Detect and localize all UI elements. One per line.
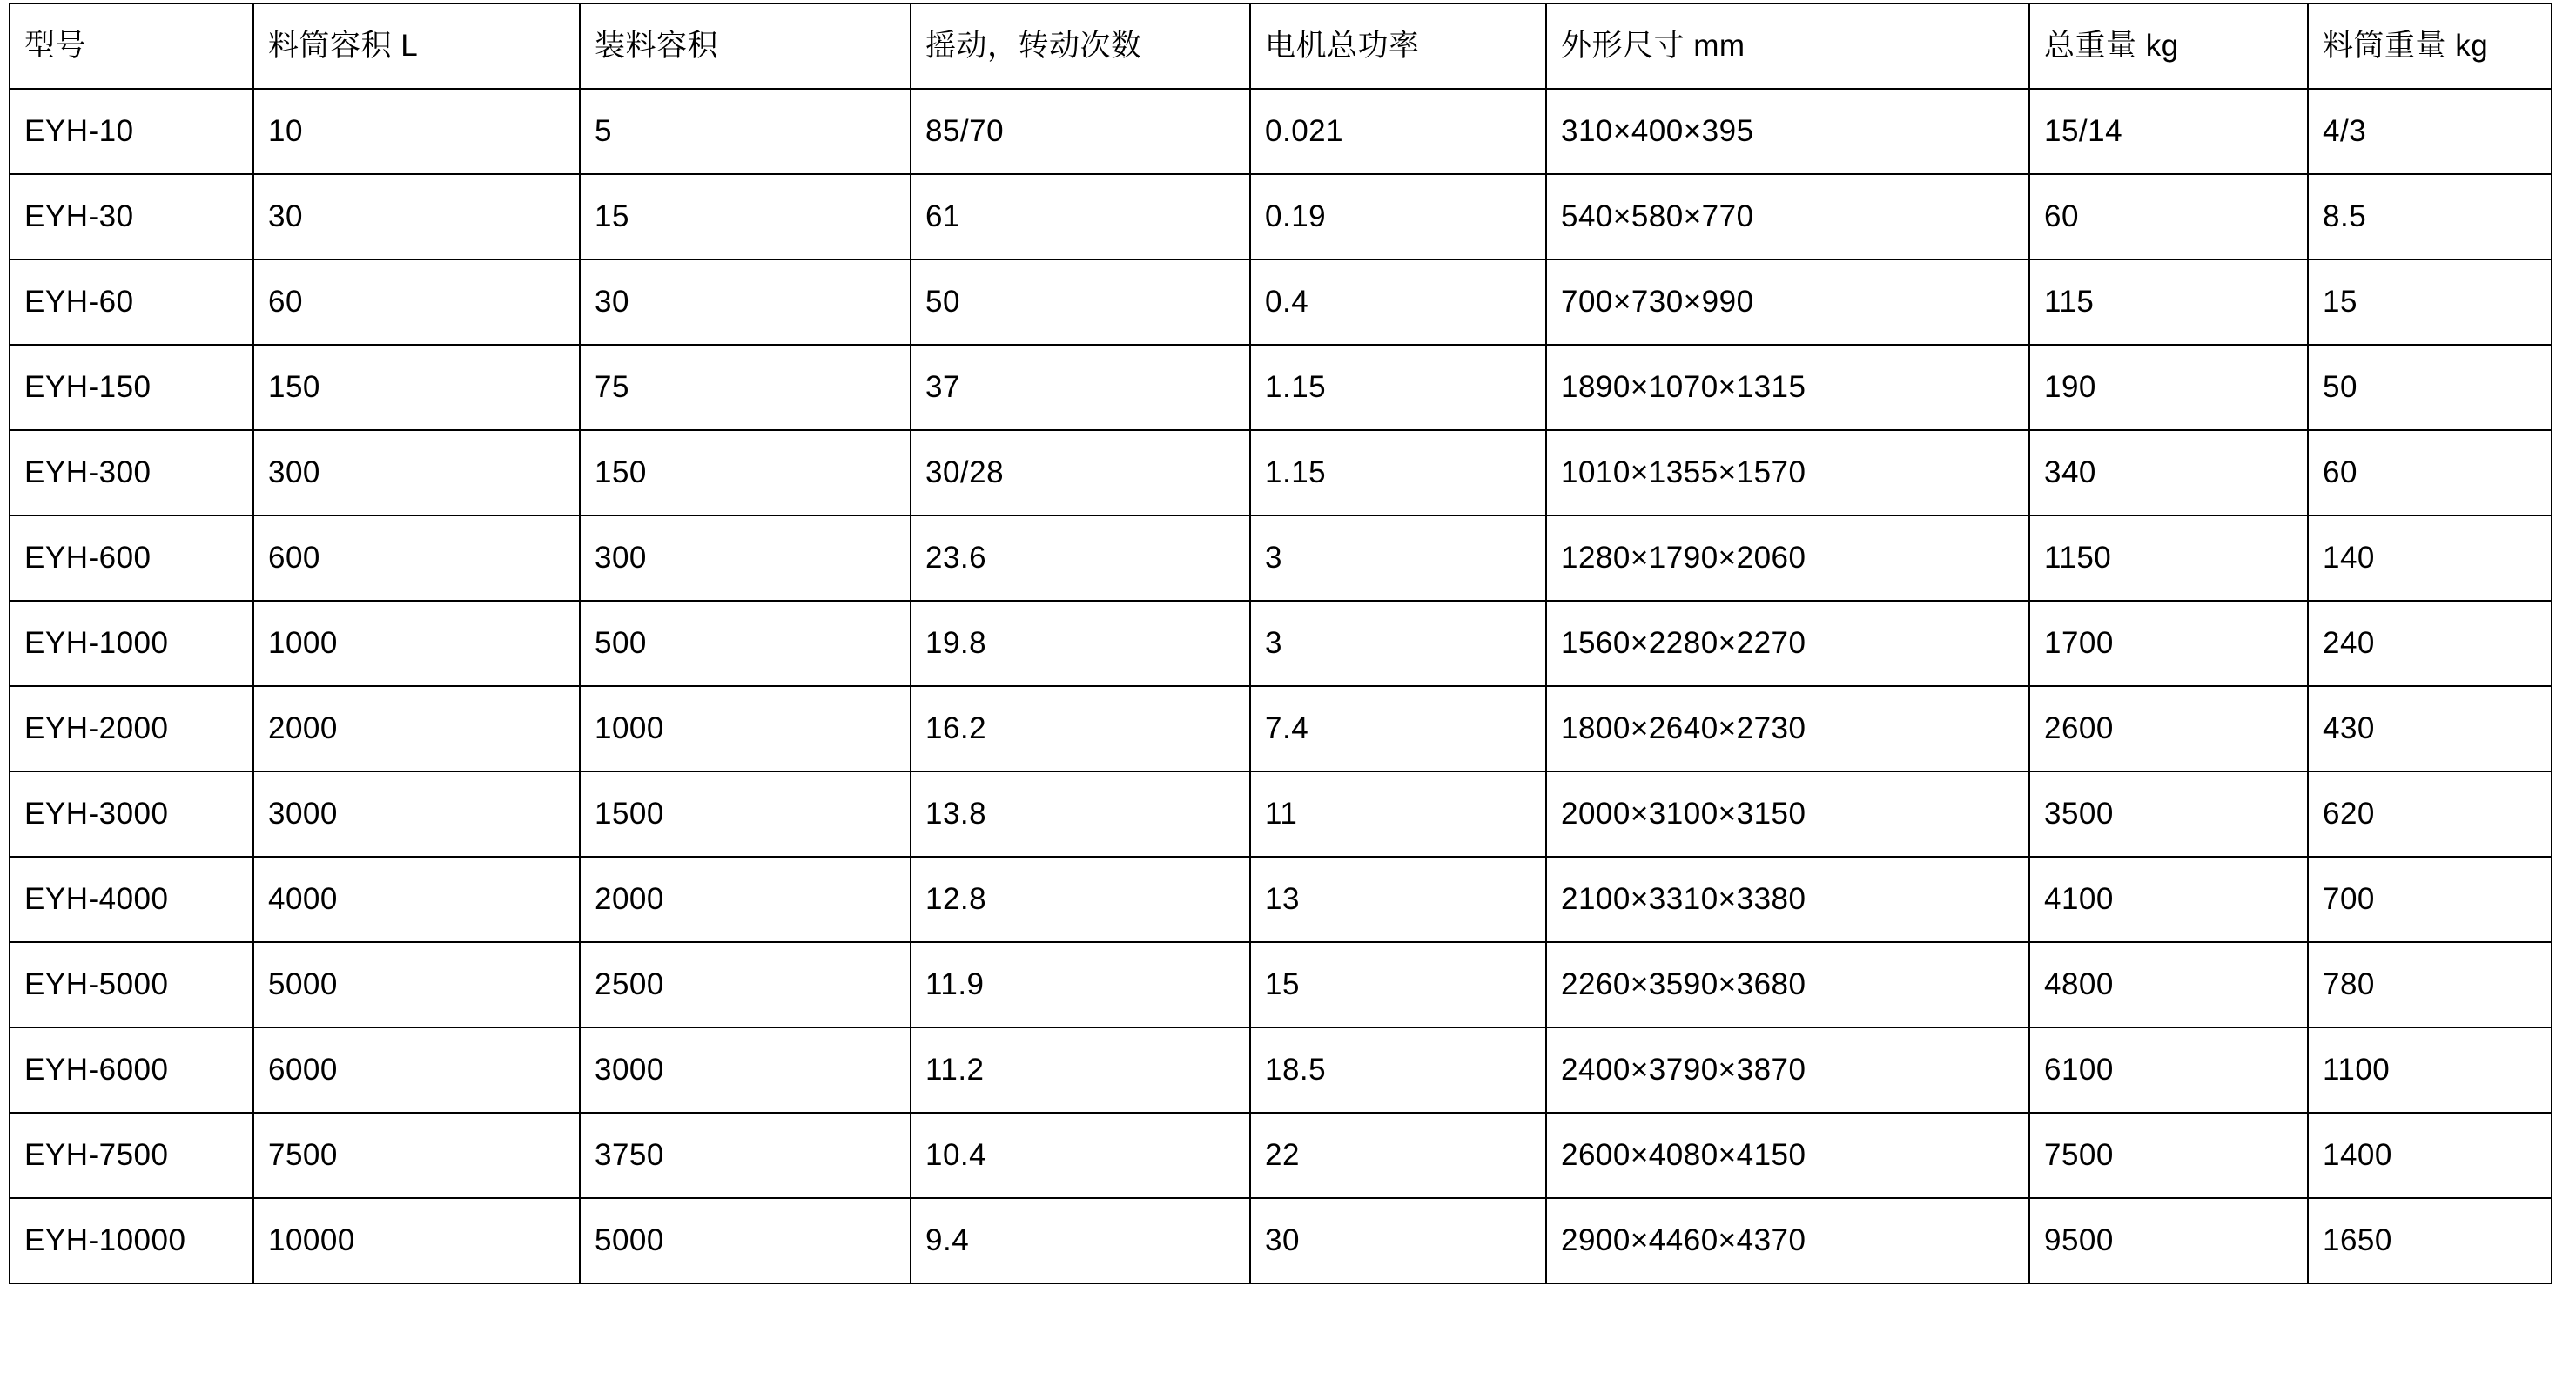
cell-rotation-count: 11.9 <box>911 942 1250 1027</box>
cell-barrel-volume: 10000 <box>253 1198 580 1283</box>
cell-total-weight: 4800 <box>2029 942 2308 1027</box>
cell-total-weight: 1700 <box>2029 601 2308 686</box>
cell-loading-volume: 5 <box>580 89 911 174</box>
cell-rotation-count: 50 <box>911 259 1250 345</box>
cell-motor-power: 15 <box>1250 942 1546 1027</box>
cell-motor-power: 3 <box>1250 601 1546 686</box>
table-row <box>10 942 2552 1027</box>
cell-barrel-volume: 7500 <box>253 1113 580 1198</box>
cell-model: EYH-6000 <box>10 1027 253 1113</box>
cell-loading-volume: 15 <box>580 174 911 259</box>
cell-model: EYH-300 <box>10 430 253 515</box>
cell-dimensions: 2100×3310×3380 <box>1546 857 2029 942</box>
cell-model: EYH-7500 <box>10 1113 253 1198</box>
table-row <box>10 259 2552 345</box>
cell-model: EYH-1000 <box>10 601 253 686</box>
specification-table <box>9 3 2552 1284</box>
cell-barrel-volume: 300 <box>253 430 580 515</box>
cell-model: EYH-150 <box>10 345 253 430</box>
cell-model: EYH-30 <box>10 174 253 259</box>
table-row <box>10 601 2552 686</box>
column-header-dimensions: 外形尺寸 mm <box>1546 3 2029 89</box>
cell-dimensions: 1800×2640×2730 <box>1546 686 2029 771</box>
cell-motor-power: 11 <box>1250 771 1546 857</box>
cell-barrel-weight: 240 <box>2308 601 2552 686</box>
table-header-row <box>10 3 2552 89</box>
cell-total-weight: 7500 <box>2029 1113 2308 1198</box>
cell-rotation-count: 12.8 <box>911 857 1250 942</box>
cell-rotation-count: 16.2 <box>911 686 1250 771</box>
cell-barrel-volume: 6000 <box>253 1027 580 1113</box>
cell-motor-power: 30 <box>1250 1198 1546 1283</box>
cell-total-weight: 6100 <box>2029 1027 2308 1113</box>
cell-barrel-volume: 30 <box>253 174 580 259</box>
cell-barrel-weight: 780 <box>2308 942 2552 1027</box>
cell-motor-power: 7.4 <box>1250 686 1546 771</box>
cell-barrel-volume: 5000 <box>253 942 580 1027</box>
cell-total-weight: 4100 <box>2029 857 2308 942</box>
table-row <box>10 1113 2552 1198</box>
cell-dimensions: 2900×4460×4370 <box>1546 1198 2029 1283</box>
cell-barrel-volume: 150 <box>253 345 580 430</box>
cell-dimensions: 540×580×770 <box>1546 174 2029 259</box>
cell-rotation-count: 85/70 <box>911 89 1250 174</box>
cell-loading-volume: 150 <box>580 430 911 515</box>
cell-rotation-count: 23.6 <box>911 515 1250 601</box>
cell-total-weight: 1150 <box>2029 515 2308 601</box>
cell-barrel-weight: 50 <box>2308 345 2552 430</box>
cell-model: EYH-4000 <box>10 857 253 942</box>
cell-loading-volume: 500 <box>580 601 911 686</box>
table-row <box>10 174 2552 259</box>
table-row <box>10 771 2552 857</box>
cell-dimensions: 1280×1790×2060 <box>1546 515 2029 601</box>
cell-barrel-volume: 10 <box>253 89 580 174</box>
cell-loading-volume: 3750 <box>580 1113 911 1198</box>
cell-barrel-weight: 700 <box>2308 857 2552 942</box>
cell-barrel-weight: 140 <box>2308 515 2552 601</box>
cell-rotation-count: 13.8 <box>911 771 1250 857</box>
column-header-total-weight: 总重量 kg <box>2029 3 2308 89</box>
document-page <box>0 3 2576 1394</box>
cell-model: EYH-10 <box>10 89 253 174</box>
cell-motor-power: 0.4 <box>1250 259 1546 345</box>
cell-motor-power: 13 <box>1250 857 1546 942</box>
cell-dimensions: 700×730×990 <box>1546 259 2029 345</box>
cell-dimensions: 1890×1070×1315 <box>1546 345 2029 430</box>
cell-motor-power: 1.15 <box>1250 430 1546 515</box>
cell-dimensions: 2400×3790×3870 <box>1546 1027 2029 1113</box>
cell-total-weight: 190 <box>2029 345 2308 430</box>
column-header-loading-volume: 装料容积 <box>580 3 911 89</box>
cell-dimensions: 2260×3590×3680 <box>1546 942 2029 1027</box>
cell-barrel-weight: 4/3 <box>2308 89 2552 174</box>
cell-dimensions: 1560×2280×2270 <box>1546 601 2029 686</box>
cell-total-weight: 3500 <box>2029 771 2308 857</box>
cell-loading-volume: 30 <box>580 259 911 345</box>
table-row <box>10 1027 2552 1113</box>
cell-rotation-count: 9.4 <box>911 1198 1250 1283</box>
cell-dimensions: 310×400×395 <box>1546 89 2029 174</box>
cell-total-weight: 60 <box>2029 174 2308 259</box>
cell-dimensions: 2000×3100×3150 <box>1546 771 2029 857</box>
cell-model: EYH-600 <box>10 515 253 601</box>
table-row <box>10 515 2552 601</box>
table-row <box>10 857 2552 942</box>
cell-barrel-volume: 600 <box>253 515 580 601</box>
cell-dimensions: 2600×4080×4150 <box>1546 1113 2029 1198</box>
cell-barrel-weight: 15 <box>2308 259 2552 345</box>
cell-loading-volume: 75 <box>580 345 911 430</box>
cell-loading-volume: 300 <box>580 515 911 601</box>
cell-motor-power: 18.5 <box>1250 1027 1546 1113</box>
cell-model: EYH-10000 <box>10 1198 253 1283</box>
column-header-rotation-count: 摇动，转动次数 <box>911 3 1250 89</box>
cell-motor-power: 22 <box>1250 1113 1546 1198</box>
column-header-barrel-weight: 料筒重量 kg <box>2308 3 2552 89</box>
cell-loading-volume: 5000 <box>580 1198 911 1283</box>
cell-barrel-volume: 60 <box>253 259 580 345</box>
column-header-motor-power: 电机总功率 <box>1250 3 1546 89</box>
cell-barrel-weight: 8.5 <box>2308 174 2552 259</box>
cell-rotation-count: 37 <box>911 345 1250 430</box>
cell-dimensions: 1010×1355×1570 <box>1546 430 2029 515</box>
cell-barrel-weight: 60 <box>2308 430 2552 515</box>
cell-model: EYH-2000 <box>10 686 253 771</box>
cell-total-weight: 2600 <box>2029 686 2308 771</box>
cell-total-weight: 115 <box>2029 259 2308 345</box>
cell-motor-power: 3 <box>1250 515 1546 601</box>
table-row <box>10 1198 2552 1283</box>
cell-barrel-weight: 430 <box>2308 686 2552 771</box>
cell-barrel-volume: 4000 <box>253 857 580 942</box>
column-header-model: 型号 <box>10 3 253 89</box>
cell-model: EYH-5000 <box>10 942 253 1027</box>
cell-barrel-volume: 3000 <box>253 771 580 857</box>
cell-rotation-count: 19.8 <box>911 601 1250 686</box>
cell-total-weight: 15/14 <box>2029 89 2308 174</box>
cell-motor-power: 0.19 <box>1250 174 1546 259</box>
cell-motor-power: 0.021 <box>1250 89 1546 174</box>
cell-rotation-count: 10.4 <box>911 1113 1250 1198</box>
cell-total-weight: 340 <box>2029 430 2308 515</box>
cell-barrel-weight: 620 <box>2308 771 2552 857</box>
cell-barrel-weight: 1100 <box>2308 1027 2552 1113</box>
cell-total-weight: 9500 <box>2029 1198 2308 1283</box>
table-row <box>10 686 2552 771</box>
table-header <box>10 3 2552 89</box>
cell-rotation-count: 61 <box>911 174 1250 259</box>
column-header-barrel-volume: 料筒容积 L <box>253 3 580 89</box>
table-row <box>10 89 2552 174</box>
cell-motor-power: 1.15 <box>1250 345 1546 430</box>
cell-barrel-weight: 1400 <box>2308 1113 2552 1198</box>
table-body <box>10 89 2552 1283</box>
cell-loading-volume: 2000 <box>580 857 911 942</box>
cell-loading-volume: 3000 <box>580 1027 911 1113</box>
cell-rotation-count: 11.2 <box>911 1027 1250 1113</box>
cell-rotation-count: 30/28 <box>911 430 1250 515</box>
table-row <box>10 345 2552 430</box>
cell-loading-volume: 1500 <box>580 771 911 857</box>
table-row <box>10 430 2552 515</box>
cell-barrel-weight: 1650 <box>2308 1198 2552 1283</box>
cell-loading-volume: 1000 <box>580 686 911 771</box>
cell-barrel-volume: 1000 <box>253 601 580 686</box>
cell-barrel-volume: 2000 <box>253 686 580 771</box>
cell-loading-volume: 2500 <box>580 942 911 1027</box>
cell-model: EYH-60 <box>10 259 253 345</box>
cell-model: EYH-3000 <box>10 771 253 857</box>
